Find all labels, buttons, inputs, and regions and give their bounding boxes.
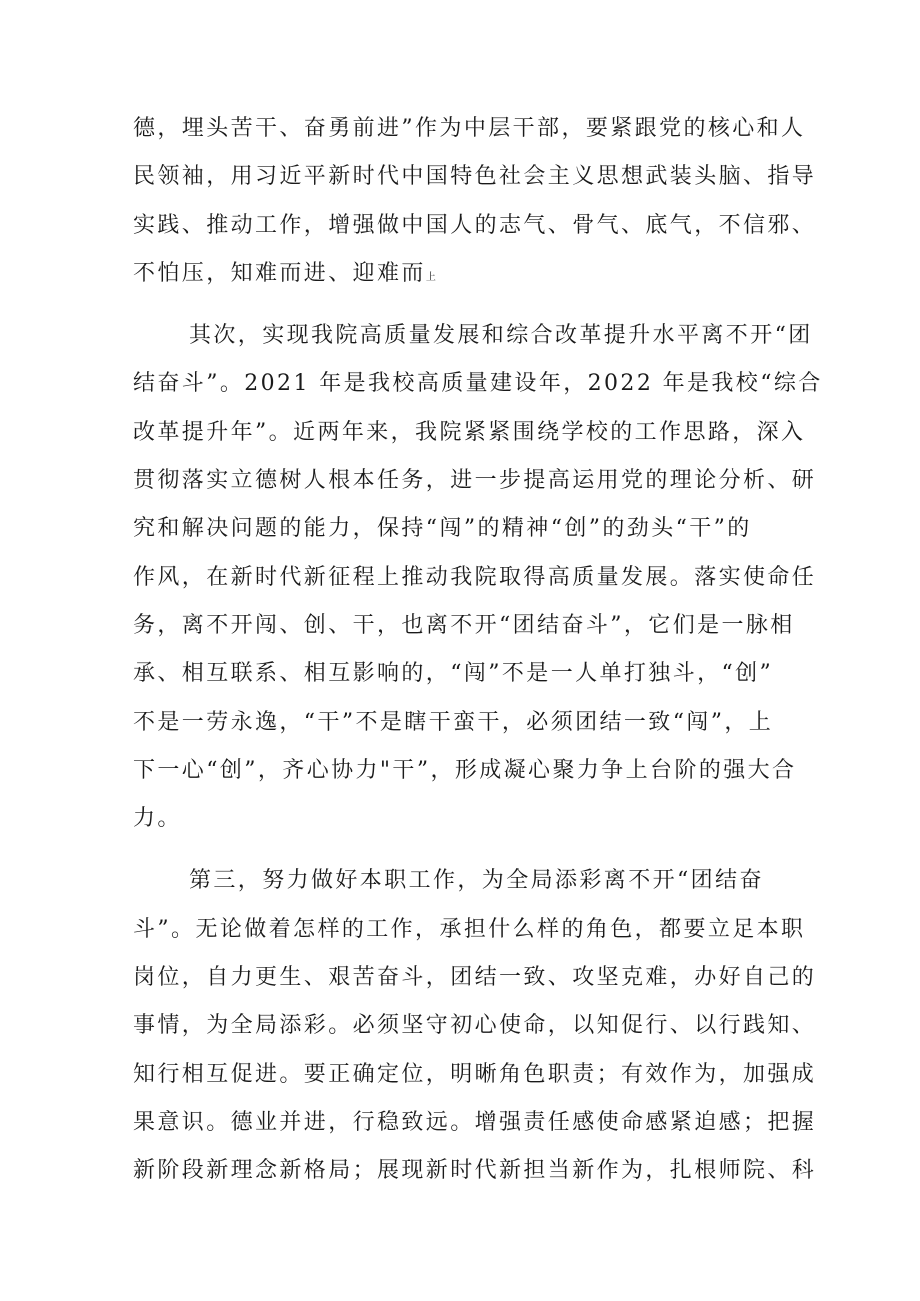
paragraph-2-line-2: 结奋斗”。2021 年是我校高质量建设年，2022 年是我校“综合 xyxy=(133,371,823,397)
paragraph-3-line-4: 事情，为全局添彩。必须坚守初心使命，以知促行、以行践知、 xyxy=(133,1013,817,1039)
paragraph-3-line-5: 知行相互促进。要正确定位，明晰角色职责；有效作为，加强成 xyxy=(133,1061,817,1087)
paragraph-2-line-4: 贯彻落实立德树人根本任务，进一步提高运用党的理论分析、研 xyxy=(133,468,817,494)
paragraph-3-line-2: 斗”。无论做着怎样的工作，承担什么样的角色，都要立足本职 xyxy=(133,916,806,942)
paragraph-1-line-2: 民领袖，用习近平新时代中国特色社会主义思想武装头脑、指导 xyxy=(133,164,817,190)
paragraph-2-line-8: 承、相互联系、相互影响的，“闯”不是一人单打独斗，“创” xyxy=(133,661,774,687)
paragraph-gap xyxy=(133,298,793,312)
paragraph-2-line-5: 究和解决问题的能力，保持“闯”的精神“创”的劲头“干”的 xyxy=(133,516,752,542)
paragraph-2-line-6: 作风，在新时代新征程上推动我院取得高质量发展。落实使命任 xyxy=(133,564,817,590)
paragraph-3-line-6: 果意识。德业并进，行稳致远。增强责任感使命感紧迫感；把握 xyxy=(133,1109,817,1135)
paragraph-2-line-11: 力。 xyxy=(133,806,182,832)
paragraph-3-line-1: 第三，努力做好本职工作，为全局添彩离不开“团结奋 xyxy=(189,868,764,894)
paragraph-1-trailing-mark: 上 xyxy=(425,271,436,283)
paragraph-gap xyxy=(133,843,793,857)
paragraph-1-line-4 xyxy=(133,250,793,298)
paragraph-2-line-3: 改革提升年”。近两年来，我院紧紧围绕学校的工作思路，深入 xyxy=(133,419,806,445)
paragraph-1-line-3: 实践、推动工作，增强做中国人的志气、骨气、底气，不信邪、 xyxy=(133,212,817,238)
document-body xyxy=(133,105,823,1196)
paragraph-3-line-3: 岗位，自力更生、艰苦奋斗，团结一致、攻坚克难，办好自己的 xyxy=(133,965,817,991)
paragraph-2-line-1: 其次，实现我院高质量发展和综合改革提升水平离不开“团 xyxy=(189,323,813,349)
paragraph-2-line-7: 务，离不开闯、创、干，也离不开“团结奋斗”，它们是一脉相 xyxy=(133,612,795,638)
paragraph-3-line-7: 新阶段新理念新格局；展现新时代新担当新作为，扎根师院、科 xyxy=(133,1158,817,1184)
paragraph-2-line-9: 不是一劳永逸，“干”不是瞎干蛮干，必须团结一致“闯”，上 xyxy=(133,709,774,735)
paragraph-2-line-10: 下一心“创”，齐心协力"干”，形成凝心聚力争上台阶的强大合 xyxy=(133,757,797,783)
paragraph-1-line-4-text: 不怕压，知难而进、迎难而 xyxy=(133,260,426,286)
paragraph-1-line-1: 德，埋头苦干、奋勇前进”作为中层干部，要紧跟党的核心和人 xyxy=(133,116,806,141)
